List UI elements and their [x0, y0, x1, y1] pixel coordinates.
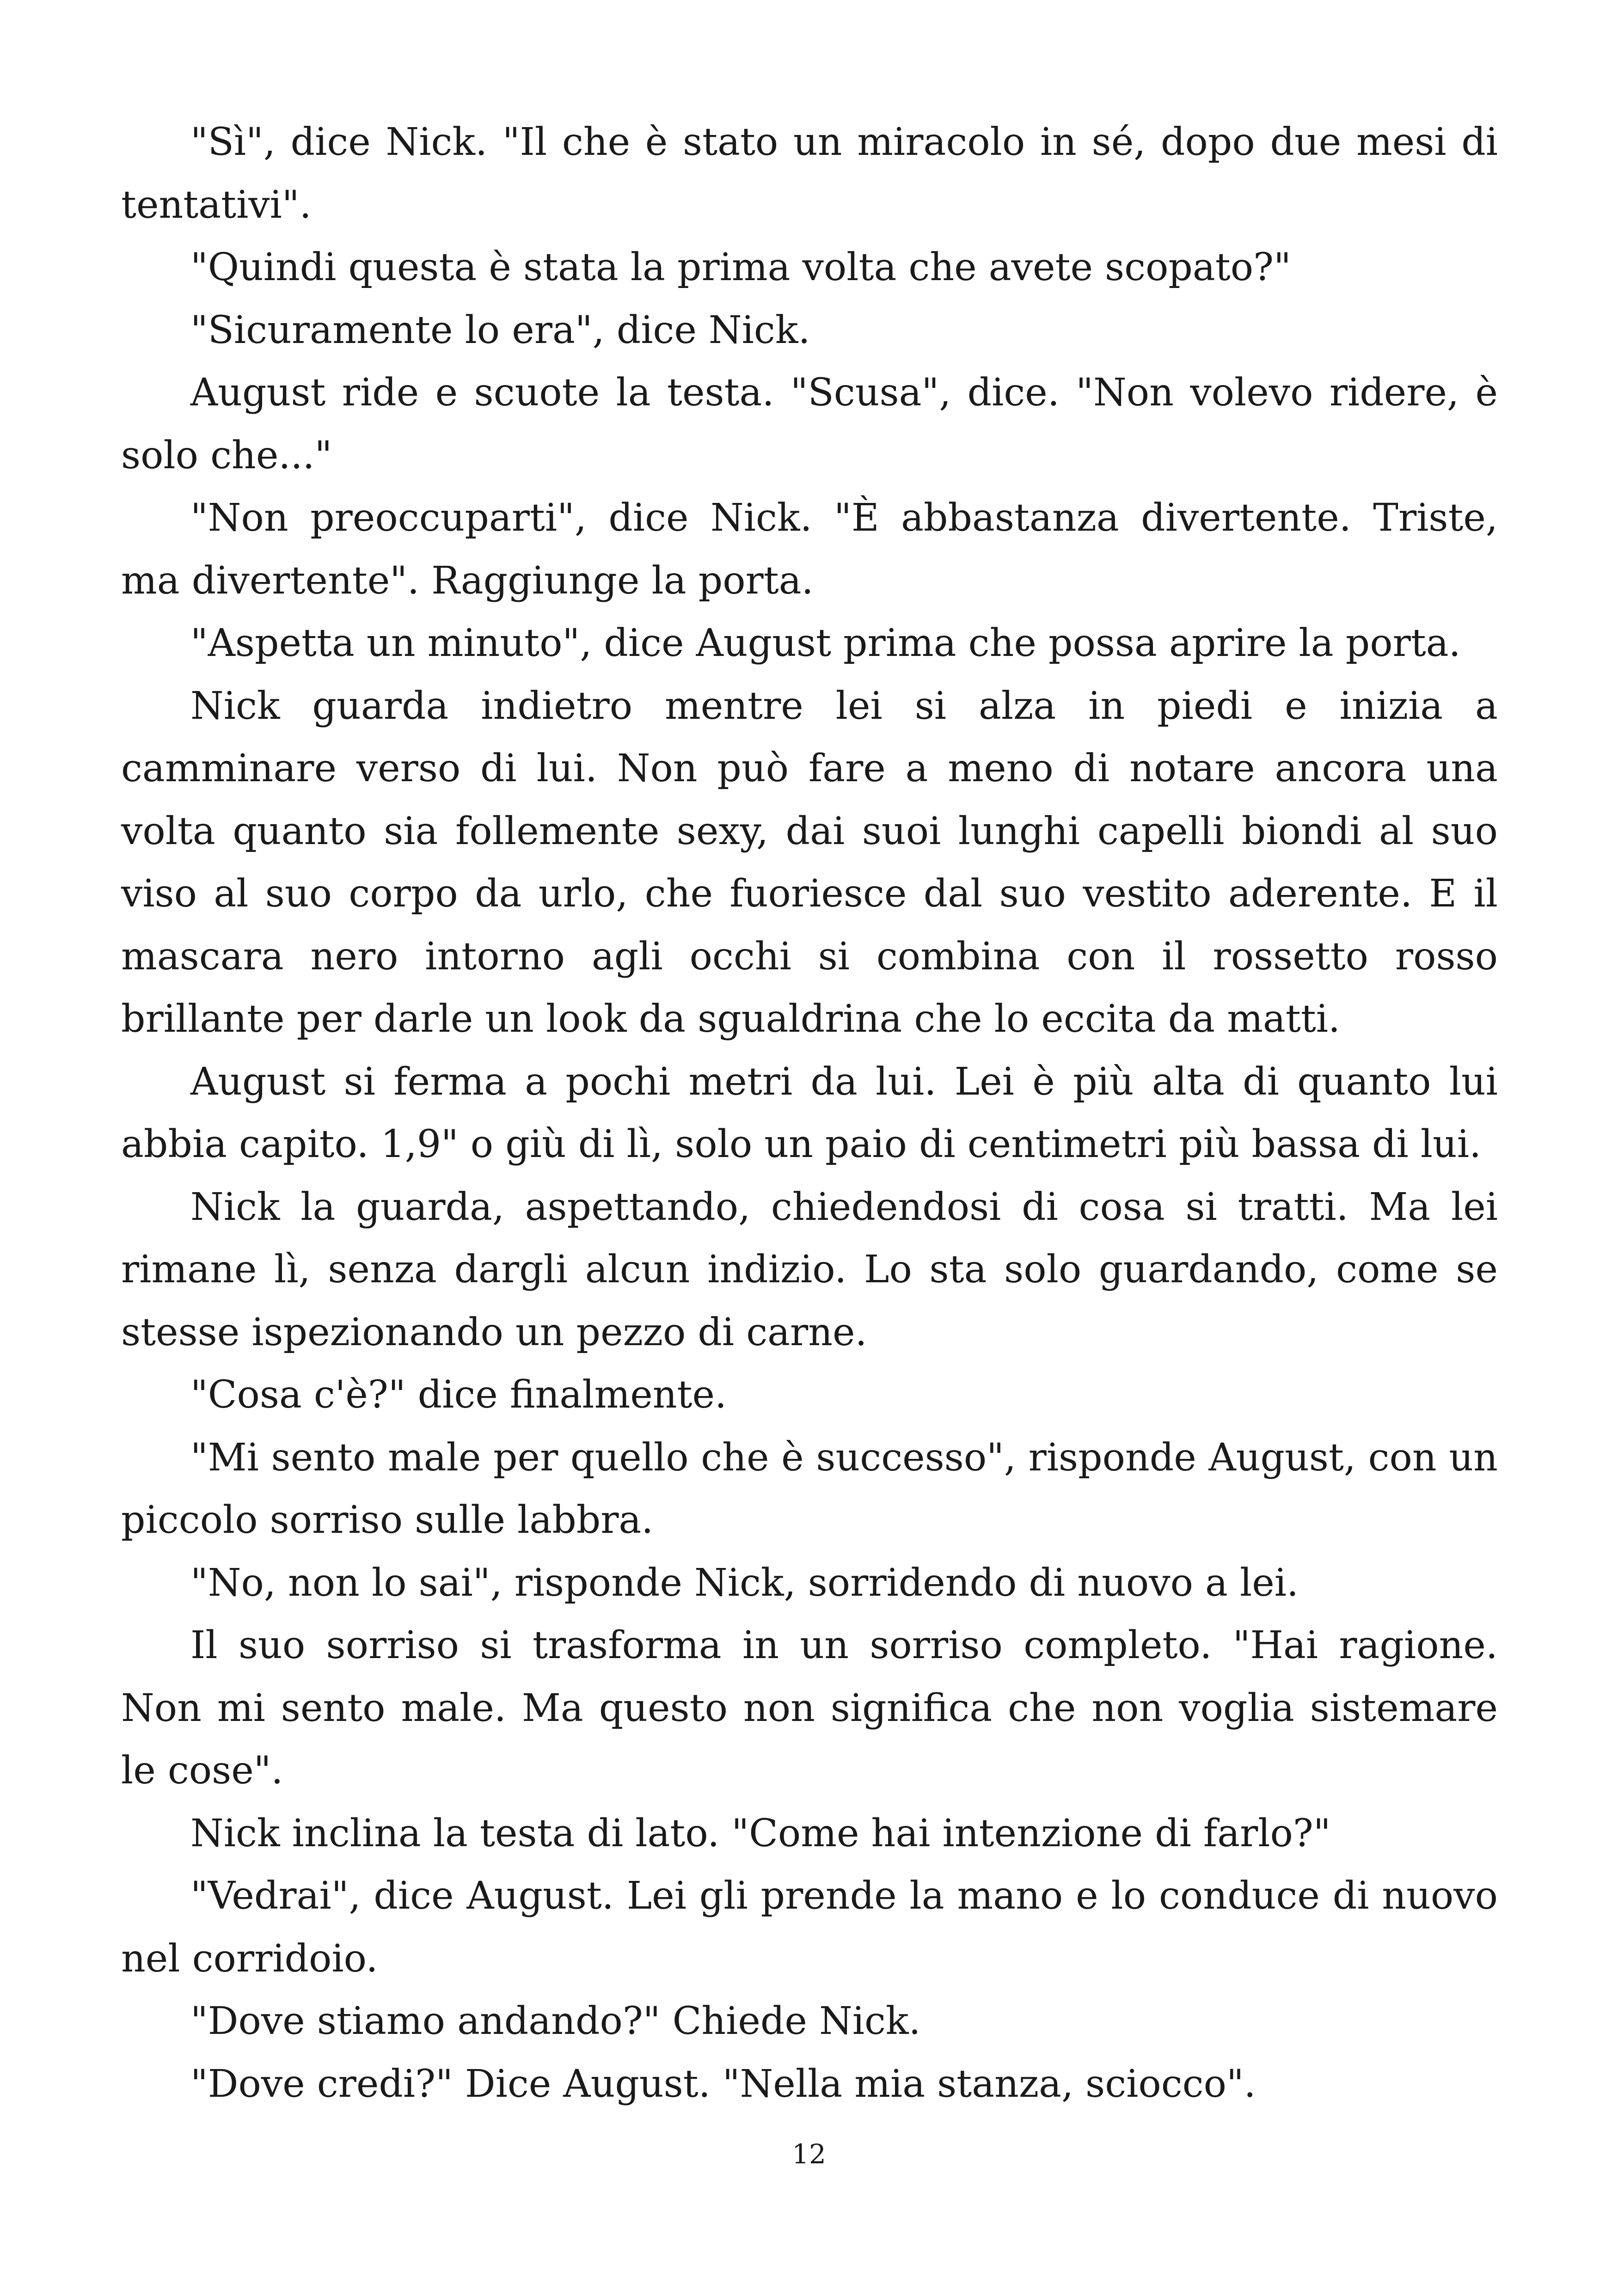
paragraph: "Cosa c'è?" dice finalmente. — [190, 1373, 727, 1417]
paragraph: Il suo sorriso si trasforma in un sorriso completo. "Hai ragione. Non mi sento male. Ma questo non significa che non voglia sistemare le cose". — [121, 1623, 1498, 1793]
paragraph: August si ferma a pochi metri da lui. Lei è più alta di quanto lui abbia capito. 1,9" o giù di lì, solo un paio di centimetri più bassa di lui. — [121, 1059, 1498, 1166]
paragraph: Nick la guarda, aspettando, chiedendosi di cosa si tratti. Ma lei rimane lì, senza dargli alcun indizio. Lo sta solo guardando, come se stesse ispezionando un pezzo di carne. — [121, 1185, 1498, 1354]
paragraph: "Quindi questa è stata la prima volta che avete scopato?" — [190, 245, 1291, 289]
paragraph: "Vedrai", dice August. Lei gli prende la mano e lo conduce di nuovo nel corridoio. — [121, 1874, 1498, 1981]
page-number: 12 — [792, 2138, 826, 2170]
paragraph: "Non preoccuparti", dice Nick. "È abbastanza divertente. Triste, ma divertente". Raggiunge la porta. — [121, 496, 1498, 603]
paragraph: Nick guarda indietro mentre lei si alza in piedi e inizia a camminare verso di lui. Non può fare a meno di notare ancora una volta quanto sia follemente sexy, dai suoi lunghi capelli biondi al suo viso al suo corpo da urlo, che fuoriesce dal suo vestito aderente. E il mascara nero intorno agli occhi si combina con il rossetto rosso brillante per darle un look da sgualdrina che lo eccita da matti. — [121, 684, 1498, 1041]
body-text — [121, 111, 1498, 2115]
paragraph: "Mi sento male per quello che è successo", risponde August, con un piccolo sorriso sulle labbra. — [121, 1435, 1498, 1542]
paragraph: "Aspetta un minuto", dice August prima che possa aprire la porta. — [190, 621, 1461, 665]
paragraph: "Sicuramente lo era", dice Nick. — [190, 308, 810, 352]
paragraph: August ride e scuote la testa. "Scusa", dice. "Non volevo ridere, è solo che..." — [121, 371, 1498, 478]
paragraph: "Dove credi?" Dice August. "Nella mia stanza, sciocco". — [190, 2062, 1256, 2106]
paragraph: Nick inclina la testa di lato. "Come hai intenzione di farlo?" — [190, 1811, 1331, 1855]
paragraph: "Dove stiamo andando?" Chiede Nick. — [190, 1999, 921, 2043]
paragraph: "No, non lo sai", risponde Nick, sorridendo di nuovo a lei. — [190, 1561, 1299, 1605]
paragraph: "Sì", dice Nick. "Il che è stato un miracolo in sé, dopo due mesi di tentativi". — [121, 120, 1498, 227]
